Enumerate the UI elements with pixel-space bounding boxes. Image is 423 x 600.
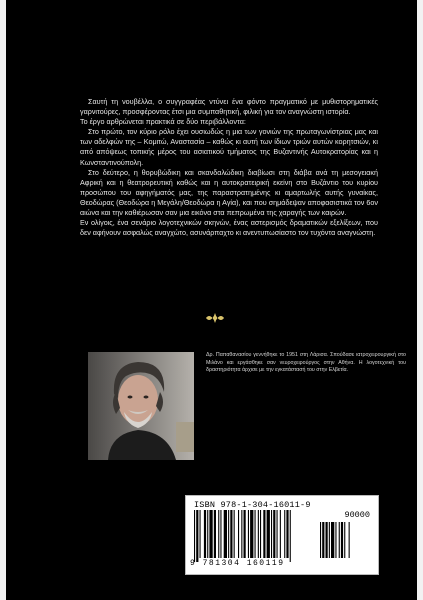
blurb-paragraph: Στο δεύτερο, η θορυβώδικη και σκανδαλώδικη διαβίωσι στη διάβα ανά τη μεσογειακή Αφρική και η θεατρορευτική καθώς και η αυτοκρατειρική εκείνη στο Βυζάντιο του κυρίου προσώπου του αφηγήματός μας, της παραστρατημένης κι αμαρτωλής αυτής γυναίκας, Θεοδώρας (Θεοδώρα η Μεγάλη/Θεοδώρα η Αγία), και που σημάδεψαν αποφασιστικά τον 6ον αιώνα και την καθιέρωσαν σαν μια εικόνα στα πεπρωμένα της χαραγής των καιρών. [80,167,378,218]
barcode-digits: 9 781304 160119 [190,559,285,568]
back-cover [6,0,417,600]
blurb-paragraph: Σαυτή τη νουβέλλα, ο συγγραφέας ντύνει ένα φόντο πραγματικό με μυθιστορηματικές γαρνιτούρες, προσφέροντας έτσι μια συμπαθητική, φιλική για τον αναγνώστη ιστορία. [80,97,378,117]
blurb-text [80,97,378,238]
blurb-paragraph: Στο πρώτο, τον κύριο ρόλο έχει ουσιωδώς η μια των γονιών της πρωταγωνίστριας μας και των αδελφών της – Κομιτώ, Αναστασία – καθώς κι αυτή των ίδιων τριών αυτών κορητσιών, κι από απόψεως τοπικής μέρος του ασιατικού τμήματος της Βυζαντινής Αυτοκρατορίας και η Κωνσταντινούπολη. [80,127,378,167]
isbn-number: ISBN 978-1-304-16011-9 [194,500,311,510]
author-photo [88,352,194,460]
barcode-bars-icon [192,510,372,562]
blurb-paragraph: Το έργο αρθρώνεται πρακτικά σε δύο περιβάλλοντα: [80,117,246,127]
price-addon-number: 90000 [344,510,370,520]
blurb-paragraph: Εν ολίγοις, ένα σενάριο λογοτεχνικών σκηνών, ένας αστερισμός δραματικών εξελίξεων, που δεν αφήνουν ασφαλώς αναγχώτο, ασυνάρπαχτο κι ανεντυπωσίαστο τον τυχόντα αναγνώστη. [80,218,378,238]
fleuron-ornament-icon [204,312,226,324]
barcode [185,495,379,575]
author-bio: Δρ. Παπαθανασίου γεννήθηκε το 1951 στη Λάρισα. Σπούδασε ιατροχειρουργική στο Μιλάνο και εργάσθηκε σαν νευροχειρούργος στην Αθήνα. Η λογοτεχνική του δραστηριότητα άρχισε με την εγκατάστασή του στην Ελβετία. [206,352,406,374]
